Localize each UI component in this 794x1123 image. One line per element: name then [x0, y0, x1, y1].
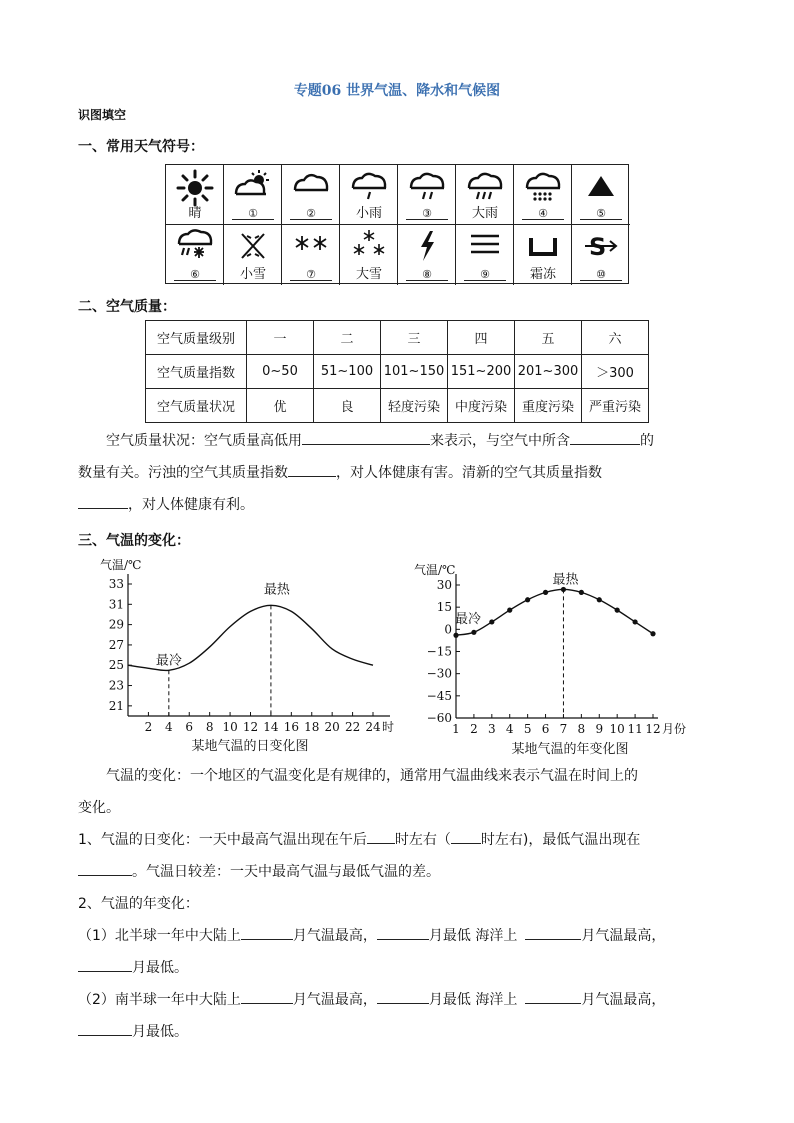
- sandstorm-icon: [581, 228, 621, 262]
- y-tick-label: −45: [426, 688, 452, 703]
- x-tick-label: 8: [205, 720, 214, 734]
- x-tick-label: 9: [595, 722, 604, 736]
- fill-blank[interactable]: [241, 990, 293, 1004]
- table-cell: 严重污染: [582, 389, 649, 423]
- weather-cell: [572, 225, 630, 285]
- table-cell: 重度污染: [515, 389, 582, 423]
- x-tick-label: 14: [263, 720, 279, 734]
- moderate-snow-icon: [291, 228, 331, 258]
- weather-cell: [166, 165, 224, 225]
- weather-label: 晴: [188, 206, 202, 221]
- x-tick-label: 7: [559, 722, 568, 736]
- table-cell: ＞300: [582, 355, 649, 389]
- fill-blank[interactable]: [570, 431, 640, 445]
- y-tick-label: −60: [426, 711, 452, 725]
- data-point: [650, 631, 655, 636]
- table-cell: 201~300: [515, 355, 582, 389]
- x-tick-label: 4: [165, 720, 173, 734]
- table-cell: 151~200: [448, 355, 515, 389]
- x-tick-label: 2: [144, 720, 153, 734]
- fill-blank[interactable]: [241, 926, 293, 940]
- weather-cell: [282, 165, 340, 225]
- weather-cell: [456, 225, 514, 285]
- annotation-label: 最冷: [155, 653, 182, 669]
- data-point: [632, 619, 637, 624]
- fill-blank[interactable]: [288, 463, 336, 477]
- weather-cell: [340, 225, 398, 285]
- weather-symbol-table: [165, 164, 629, 284]
- weather-cell: [282, 225, 340, 285]
- x-tick-label: 10: [222, 720, 238, 734]
- y-tick-label: 29: [108, 617, 124, 632]
- x-tick-label: 18: [304, 720, 320, 734]
- weather-label: ⑧: [422, 268, 432, 281]
- x-axis-label: 月份: [662, 722, 687, 736]
- fill-blank[interactable]: [525, 990, 581, 1004]
- table-row: [146, 321, 649, 355]
- lightning-icon: [407, 228, 447, 264]
- light-snow-icon: [233, 228, 273, 264]
- weather-label: ⑤: [596, 207, 606, 220]
- data-point: [525, 597, 530, 602]
- fill-blank[interactable]: [78, 495, 128, 509]
- y-tick-label: 0: [444, 622, 452, 637]
- weather-label: ⑨: [480, 268, 490, 281]
- weather-cell: [224, 165, 282, 225]
- daily-temperature-chart: [98, 554, 398, 760]
- weather-label: 小雪: [239, 267, 266, 282]
- light-rain-icon: [349, 168, 389, 204]
- x-tick-label: 24: [365, 720, 381, 734]
- y-tick-label: 31: [108, 597, 124, 612]
- table-cell: 六: [582, 321, 649, 355]
- table-cell: 51~100: [314, 355, 381, 389]
- table-cell: 0~50: [247, 355, 314, 389]
- data-point: [543, 590, 548, 595]
- annotation-label: 最冷: [454, 612, 482, 628]
- table-cell: 五: [515, 321, 582, 355]
- page-title: 专题06 世界气温、降水和气候图: [293, 83, 501, 99]
- fill-blank[interactable]: [78, 1022, 132, 1036]
- section1-heading: 一、常用天气符号：: [78, 139, 204, 155]
- weather-label: ⑥: [190, 268, 200, 281]
- table-cell: 中度污染: [448, 389, 515, 423]
- fill-blank[interactable]: [367, 830, 395, 844]
- weather-label: ②: [306, 207, 316, 220]
- y-tick-label: −30: [426, 666, 452, 681]
- y-tick-label: 27: [108, 637, 124, 652]
- section3-heading: 三、气温的变化：: [78, 533, 190, 549]
- table-cell: 二: [314, 321, 381, 355]
- fill-blank[interactable]: [78, 862, 132, 876]
- cloud-icon: [291, 168, 331, 198]
- table-cell: 轻度污染: [381, 389, 448, 423]
- data-point: [471, 630, 476, 635]
- annotation-label: 最热: [263, 582, 290, 598]
- chart-title: 某地气温的日变化图: [191, 739, 309, 754]
- x-tick-label: 2: [470, 722, 478, 736]
- temperature-paragraph: 气温的变化：一个地区的气温变化是有规律的，通常用气温曲线来表示气温在时间上的 变化。 1、气温的日变化：一天中最高气温出现在午后 时左右（ 时左右)，最低气温出现在 。气温日较差：一天中最高气温与最低气温的差。 2、气温的年变化： （1）北半球一年中大陆上 月气温最高， 月最低 海洋上 月气温最高， 月最低。 （2）南半球一年中大陆上 月气温最高， 月最低 海洋上 月气温最高， 月最低。: [78, 768, 666, 1040]
- subtitle: 识图填空: [78, 108, 127, 122]
- x-tick-label: 12: [645, 722, 661, 736]
- weather-label: 大雪: [355, 267, 382, 282]
- fog-icon: [465, 228, 505, 262]
- weather-cell: [398, 165, 456, 225]
- weather-label: 小雨: [355, 206, 382, 221]
- heavy-rain-icon: [465, 168, 505, 204]
- weather-label: 霜冻: [529, 267, 556, 282]
- weather-label: 大雨: [471, 206, 498, 221]
- weather-label: ④: [538, 207, 548, 220]
- annotation-label: 最热: [552, 572, 579, 588]
- rainstorm-icon: [523, 168, 563, 204]
- data-point: [615, 608, 620, 613]
- x-tick-label: 12: [242, 720, 259, 734]
- x-tick-label: 11: [627, 722, 643, 736]
- data-point: [579, 590, 584, 595]
- sleet-icon: [175, 228, 215, 266]
- fill-blank[interactable]: [302, 431, 430, 445]
- weather-cell: [572, 165, 630, 225]
- x-tick-label: 16: [283, 720, 299, 734]
- x-axis-label: 时: [382, 720, 395, 734]
- y-axis-label: 气温/℃: [414, 563, 456, 577]
- weather-label: ⑩: [596, 268, 606, 281]
- weather-cell: [398, 225, 456, 285]
- table-cell: 空气质量状况: [146, 389, 247, 423]
- x-tick-label: 8: [577, 722, 586, 736]
- chart-title: 某地气温的年变化图: [511, 742, 629, 757]
- fill-blank[interactable]: [78, 958, 132, 972]
- table-cell: 良: [314, 389, 381, 423]
- y-tick-label: 33: [108, 577, 124, 591]
- weather-cell: [514, 165, 572, 225]
- fill-blank[interactable]: [377, 990, 429, 1004]
- y-tick-label: 25: [108, 658, 124, 673]
- table-cell: 空气质量指数: [146, 355, 247, 389]
- y-tick-label: 23: [108, 678, 124, 693]
- section2-heading: 二、空气质量：: [78, 299, 176, 315]
- table-row: [146, 389, 649, 423]
- weather-label: ③: [422, 207, 432, 220]
- y-tick-label: 15: [436, 600, 452, 615]
- y-tick-label: −15: [426, 644, 452, 659]
- y-tick-label: 21: [108, 698, 124, 713]
- frost-icon: [523, 228, 563, 262]
- fill-blank[interactable]: [377, 926, 429, 940]
- x-tick-label: 6: [541, 722, 550, 736]
- table-row: [146, 355, 649, 389]
- y-axis-label: 气温/℃: [100, 558, 142, 572]
- weather-cell: [166, 225, 224, 285]
- table-cell: 三: [381, 321, 448, 355]
- air-quality-table: [145, 320, 649, 423]
- x-tick-label: 10: [609, 722, 625, 736]
- heavy-snow-icon: [349, 228, 389, 266]
- weather-label: ①: [248, 207, 258, 220]
- svg-text:S: S: [589, 233, 607, 261]
- weather-cell: [340, 165, 398, 225]
- weather-label: ⑦: [306, 268, 316, 281]
- data-point: [489, 619, 494, 624]
- x-tick-label: 5: [523, 722, 532, 736]
- x-tick-label: 20: [324, 720, 340, 734]
- triangle-icon: [581, 168, 621, 202]
- moderate-rain-icon: [407, 168, 447, 204]
- fill-blank[interactable]: [451, 830, 481, 844]
- x-tick-label: 6: [185, 720, 194, 734]
- table-cell: 一: [247, 321, 314, 355]
- weather-cell: [514, 225, 572, 285]
- annual-temperature-chart: [410, 560, 710, 760]
- weather-cell: [224, 225, 282, 285]
- data-point: [597, 597, 602, 602]
- weather-cell: [456, 165, 514, 225]
- cloud-sun-icon: [233, 168, 273, 200]
- table-cell: 优: [247, 389, 314, 423]
- sun-icon: [175, 168, 215, 208]
- x-tick-label: 3: [487, 722, 496, 736]
- air-quality-paragraph: 空气质量状况：空气质量高低用 来表示，与空气中所含 的 数量有关。污浊的空气其质量指数 ，对人体健康有害。清新的空气其质量指数 ，对人体健康有利。: [78, 433, 654, 513]
- x-tick-label: 1: [452, 722, 460, 736]
- table-cell: 101~150: [381, 355, 448, 389]
- fill-blank[interactable]: [525, 926, 581, 940]
- x-tick-label: 22: [344, 720, 361, 734]
- table-cell: 空气质量级别: [146, 321, 247, 355]
- y-tick-label: 30: [436, 578, 452, 592]
- data-point: [507, 608, 512, 613]
- temperature-line: [456, 589, 653, 635]
- x-tick-label: 4: [505, 722, 514, 736]
- table-cell: 四: [448, 321, 515, 355]
